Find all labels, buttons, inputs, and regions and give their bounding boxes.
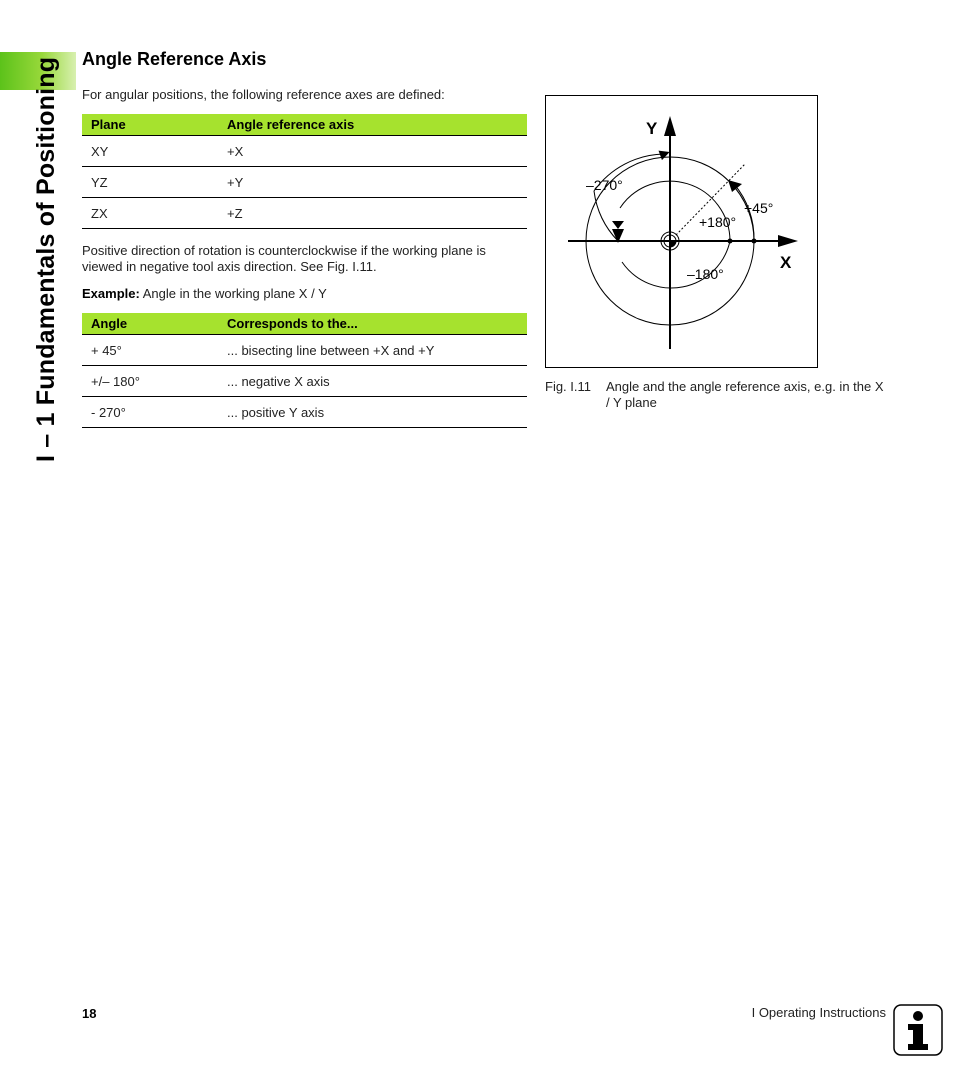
arc-plus180 bbox=[620, 181, 730, 241]
y-axis-label: Y bbox=[646, 119, 658, 138]
info-icon bbox=[893, 1004, 943, 1056]
table-cell: ZX bbox=[82, 198, 218, 229]
label-plus180: +180° bbox=[699, 214, 737, 230]
column-header-reference-axis: Angle reference axis bbox=[218, 114, 527, 136]
y-axis-arrow bbox=[664, 116, 676, 136]
angle-diagram-figure bbox=[545, 95, 818, 368]
chapter-side-title: I – 1 Fundamentals of Positioning bbox=[32, 56, 60, 462]
table-cell: ... negative X axis bbox=[218, 366, 527, 397]
arc-plus180-arrowhead bbox=[612, 221, 624, 229]
table-row bbox=[82, 198, 527, 229]
table-row bbox=[82, 335, 527, 366]
table-cell: - 270° bbox=[82, 397, 218, 428]
caption-text: Angle and the angle reference axis, e.g. in the X / Y plane bbox=[606, 379, 884, 410]
rotation-paragraph: Positive direction of rotation is counterclockwise if the working plane is viewed in negative tool axis direction. See Fig. I.11. bbox=[82, 243, 486, 274]
table-row bbox=[82, 397, 527, 428]
table-row bbox=[82, 167, 527, 198]
label-plus45: +45° bbox=[744, 200, 774, 216]
caption-number: Fig. I.11 bbox=[545, 379, 592, 394]
table-header-row bbox=[82, 114, 527, 136]
section-heading: Angle Reference Axis bbox=[82, 49, 267, 69]
table-header-row bbox=[82, 313, 527, 335]
table-cell: XY bbox=[82, 136, 218, 167]
table-cell: +X bbox=[218, 136, 527, 167]
table-cell: + 45° bbox=[82, 335, 218, 366]
page-number: 18 bbox=[82, 1006, 97, 1021]
intro-paragraph: For angular positions, the following reference axes are defined: bbox=[82, 87, 445, 102]
x-axis-label: X bbox=[780, 253, 792, 272]
arc-plus45-arrowhead bbox=[728, 180, 742, 192]
table-row bbox=[82, 366, 527, 397]
angle-diagram bbox=[546, 96, 817, 367]
table-cell: ... bisecting line between +X and +Y bbox=[218, 335, 527, 366]
example-text: Angle in the working plane X / Y bbox=[139, 286, 327, 301]
label-minus180: –180° bbox=[687, 266, 724, 282]
example-label: Example: bbox=[82, 286, 140, 301]
table-cell: YZ bbox=[82, 167, 218, 198]
footer-chapter: I Operating Instructions bbox=[751, 1005, 886, 1020]
x-axis-arrow bbox=[778, 235, 798, 247]
table-cell: ... positive Y axis bbox=[218, 397, 527, 428]
column-header-plane: Plane bbox=[82, 114, 218, 136]
column-header-corresponds: Corresponds to the... bbox=[218, 313, 527, 335]
angle-correspondence-table bbox=[82, 313, 527, 428]
table-cell: +/– 180° bbox=[82, 366, 218, 397]
reference-axis-table bbox=[82, 114, 527, 229]
example-paragraph bbox=[82, 286, 527, 302]
table-cell: +Z bbox=[218, 198, 527, 229]
table-cell: +Y bbox=[218, 167, 527, 198]
table-row bbox=[82, 136, 527, 167]
column-header-angle: Angle bbox=[82, 313, 218, 335]
label-minus270: –270° bbox=[586, 177, 623, 193]
